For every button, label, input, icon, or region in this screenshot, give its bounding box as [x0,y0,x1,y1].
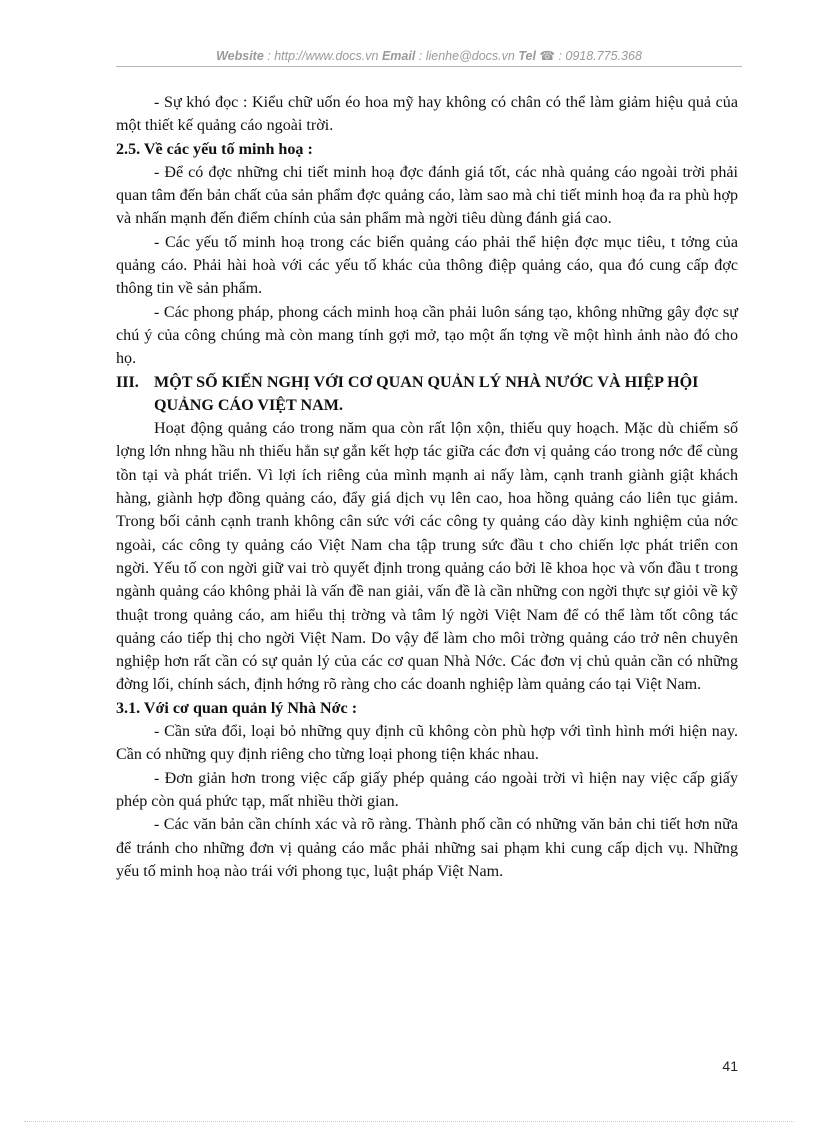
page-header [116,48,742,63]
website-label: Website [216,49,264,63]
website-value: : http://www.docs.vn [267,49,379,63]
heading-section-iii [116,371,738,418]
paragraph-permit-simplify: - Đơn giản hơn trong việc cấp giấy phép quảng cáo ngoài trời vì hiện nay việc cấp giấy phép còn quá phức tạp, mất nhiều thời gian. [116,769,738,810]
paragraph-readability: - Sự khó đọc : Kiểu chữ uốn éo hoa mỹ hay không có chân có thể làm giảm hiệu quả của một thiết kế quảng cáo ngoài trời. [116,94,738,135]
paragraph-illustration-style: - Các phong pháp, phong cách minh hoạ cần phải luôn sáng tạo, không những gây đợc sự chú ý của công chúng mà còn mang tính gợi mở, tạo một ấn tợng về một hình ảnh nào đó cho họ. [116,303,738,368]
paragraph-advertising-overview: Hoạt động quảng cáo trong năm qua còn rất lộn xộn, thiếu quy hoạch. Mặc dù chiếm số lợng lớn nhng hầu nh thiếu hẳn sự gắn kết hợp tác giữa các đơn vị quảng cáo trong nớc để cùng tồn tại và phát triển. Vì lợi ích riêng của mình mạnh ai nấy làm, cạnh tranh giành giật khách hàng, giành hợp đồng quảng cáo, đẩy giá dịch vụ lên cao, hoa hồng quảng cáo liên tục giảm. Trong bối cảnh cạnh tranh không cân sức với các công ty quảng cáo dày kinh nghiệm của nớc ngoài, các công ty quảng cáo Việt Nam cha tập trung sức đầu t cho chiến lợc phát triển con ngời. Yếu tố con ngời giữ vai trò quyết định trong quảng cáo bởi lẽ khoa học và vốn đầu t trong ngành quảng cáo không phải là vấn đề nan giải, vấn đề là cần những con ngời thực sự giỏi về kỹ thuật trong quảng cáo, am hiểu thị trờng và tâm lý ngời Việt Nam để có thể làm tốt công tác quảng cáo tiếp thị cho ngời Việt Nam. Do vậy để làm cho môi trờng quảng cáo trở nên chuyên nghiệp hơn rất cần có sự quản lý của các cơ quan Nhà Nớc. Các đơn vị chủ quản cần có những đờng lối, chính sách, định hớng rõ ràng cho các doanh nghiệp làm quảng cáo tại Việt Nam. [116,420,738,694]
email-label: Email [381,49,416,63]
tel-value: ☎ : 0918.775.368 [539,49,642,63]
heading-section-iii-text: MỘT SỐ KIẾN NGHỊ VỚI CƠ QUAN QUẢN LÝ NHÀ NƯỚC VÀ HIỆP HỘI QUẢNG CÁO VIỆT NAM. [154,373,699,414]
tel-label: Tel [518,49,536,63]
heading-2-5: 2.5. Về các yếu tố minh hoạ : [116,140,313,158]
document-body [116,91,738,883]
paragraph-regulation-update: - Cần sửa đổi, loại bỏ những quy định cũ không còn phù hợp với tình hình mới hiện nay. Cần có những quy định riêng cho từng loại phong tiện khác nhau. [116,723,738,764]
heading-3-1: 3.1. Với cơ quan quản lý Nhà Nớc : [116,699,358,717]
header-divider [116,66,742,67]
page-number: 41 [722,1058,738,1074]
email-value: : lienhe@docs.vn [418,49,515,63]
paragraph-clear-documents: - Các văn bản cần chính xác và rõ ràng. Thành phố cần có những văn bản chi tiết hơn nữa để tránh cho những đơn vị quảng cáo mắc phải những sai phạm khi cung cấp dịch vụ. Những yếu tố minh hoạ nào trái với phong tục, luật pháp Việt Nam. [116,816,738,880]
heading-section-iii-number: III. [116,373,139,391]
paragraph-illustration-goal: - Các yếu tố minh hoạ trong các biển quảng cáo phải thể hiện đợc mục tiêu, t tởng của quảng cáo. Phải hài hoà với các yếu tố khác của thông điệp quảng cáo, qua đó cung cấp đợc thông tin về sản phẩm. [116,233,738,298]
paragraph-illustration-detail: - Để có đợc những chi tiết minh hoạ đợc đánh giá tốt, các nhà quảng cáo ngoài trời phải quan tâm đến bản chất của sản phẩm đợc quảng cáo, làm sao mà chi tiết minh hoạ đa ra phù hợp và nhấn mạnh đến điểm chính của sản phẩm mà ngời tiêu dùng đánh giá cao. [116,163,738,228]
bottom-divider [24,1121,794,1122]
